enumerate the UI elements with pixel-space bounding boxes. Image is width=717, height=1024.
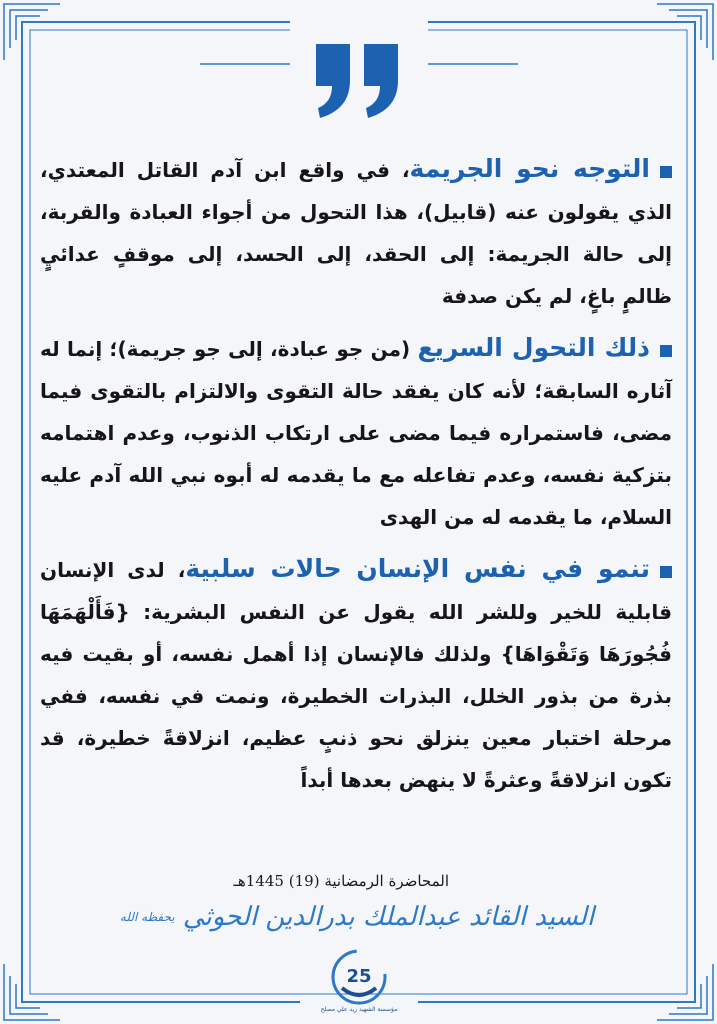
signature-name: السيد القائد عبدالملك بدرالدين الحوثي — [182, 902, 595, 932]
paragraph-heading: ذلك التحول السريع — [417, 333, 650, 362]
logo-caption: مؤسسة الشهيد زيد علي مصلح — [320, 1006, 398, 1013]
logo-number: 25 — [346, 966, 372, 987]
speaker-signature — [42, 892, 672, 942]
paragraph-2 — [40, 327, 672, 538]
square-bullet-icon — [660, 566, 672, 578]
paragraph-3 — [40, 548, 672, 801]
paragraph-1 — [40, 148, 672, 317]
paragraph-body: ، لدى الإنسان قابلية للخير وللشر الله يقول عن النفس البشرية: {فَأَلْهَمَهَا فُجُورَهَا وَتَقْوَاهَا} ولذلك فالإنسان إذا أهمل نفسه، أو بقيت فيه بذرة من بذور الخلل، البذرات الخطيرة، ونمت في نفسه، ففي مرحلة اختبار معين ينزلق نحو ذنبٍ عظيم، انزلاقةً خطيرة، قد تكون انزلاقةً وعثرةً لا ينهض بعدها أبداً — [40, 558, 672, 792]
quote-icon — [308, 40, 408, 120]
square-bullet-icon — [660, 166, 672, 178]
paragraph-heading: تنمو في نفس الإنسان حالات سلبية — [185, 554, 650, 583]
foundation-logo — [330, 948, 388, 1006]
square-bullet-icon — [660, 345, 672, 357]
paragraph-body: (من جو عبادة، إلى جو جريمة)؛ إنما له آثاره السابقة؛ لأنه كان يفقد حالة التقوى والالتزام بالتقوى فيما مضى، فاستمراره فيما مضى على ارتكاب الذنوب، وعدم اهتمامه بتزكية نفسه، وعدم تفاعله مع ما يقدمه له أبوه نبي الله آدم عليه السلام، ما يقدمه له من الهدى — [40, 337, 672, 529]
quote-content — [40, 148, 672, 811]
paragraph-heading: التوجه نحو الجريمة — [409, 154, 650, 183]
source-citation: المحاضرة الرمضانية (19) 1445هـ — [233, 872, 449, 890]
paragraph-body: ، في واقع ابن آدم القاتل المعتدي، الذي يقولون عنه (قابيل)، هذا التحول من أجواء العبادة والقربة، إلى حالة الجريمة: إلى الحقد، إلى الحسد، إلى موقفٍ عدائيٍ ظالمٍ باغٍ، لم يكن صدفة — [40, 158, 672, 308]
signature-suffix: يحفظه الله — [119, 910, 175, 924]
